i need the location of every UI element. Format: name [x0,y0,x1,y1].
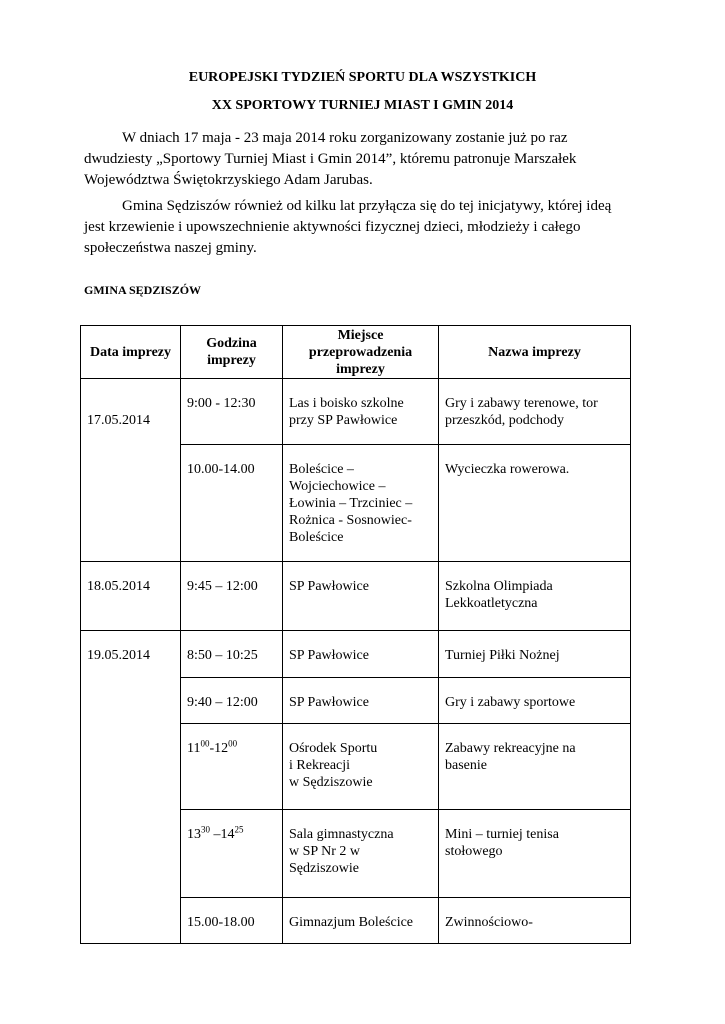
date-cell: 18.05.2014 [81,562,181,631]
time-cell: 9:40 – 12:00 [181,678,283,724]
intro-paragraph-2 [84,196,654,259]
event-name-cell: Gry i zabawy sportowe [439,678,631,724]
paragraph-line: dwudziesty „Sportowy Turniej Miast i Gmin 2014”, któremu patronuje Marszałek [84,151,577,167]
date-value: 17.05.2014 [87,413,150,428]
paragraph-line: Gmina Sędziszów również od kilku lat przyłącza się do tej inicjatywy, której ideą [122,198,612,214]
event-name-cell: Gry i zabawy terenowe, tor przeszkód, podchody [439,379,631,445]
time-hour-end: 14 [220,827,235,842]
header-event-name: Nazwa imprezy [439,326,631,379]
place-cell: Gimnazjum Boleścice [283,898,439,944]
date-cell [81,379,181,562]
time-min-end: 00 [228,738,238,749]
event-name-cell: Mini – turniej tenisa stołowego [439,810,631,898]
section-title: GMINA SĘDZISZÓW [84,283,202,297]
paragraph-line: społeczeństwa naszej gminy. [84,240,257,256]
paragraph-line: W dniach 17 maja - 23 maja 2014 roku zorganizowany zostanie już po raz [122,130,568,146]
place-cell: SP Pawłowice [283,562,439,631]
date-cell: 19.05.2014 [81,631,181,944]
document-title: EUROPEJSKI TYDZIEŃ SPORTU DLA WSZYSTKICH [188,70,537,85]
time-min-start: 30 [201,824,210,835]
time-hour-end: 12 [214,741,229,756]
table-row [81,379,631,445]
event-name-cell: Zabawy rekreacyjne na basenie [439,724,631,810]
place-cell: Sala gimnastyczna w SP Nr 2 w Sędziszowie [283,810,439,898]
events-table [80,325,631,944]
paragraph-line: jest krzewienie i upowszechnienie aktywności fizycznej dzieci, młodzieży i całego [84,219,581,235]
document-subtitle: XX SPORTOWY TURNIEJ MIAST I GMIN 2014 [211,98,514,113]
time-cell [181,810,283,898]
event-name-cell: Szkolna Olimpiada Lekkoatletyczna [439,562,631,631]
event-name-cell: Turniej Piłki Nożnej [439,631,631,678]
table-row [81,631,631,678]
time-separator: - [209,741,215,756]
place-cell: Boleścice – Wojciechowice – Łowinia – Trzciniec – Rożnica - Sosnowiec- Boleścice [283,445,439,562]
table-row [81,562,631,631]
event-name-cell: Wycieczka rowerowa. [439,445,631,562]
header-time: Godzina imprezy [181,326,283,379]
time-cell: 9:45 – 12:00 [181,562,283,631]
header-place: Miejsce przeprowadzenia imprezy [283,326,439,379]
time-cell: 8:50 – 10:25 [181,631,283,678]
place-cell: SP Pawłowice [283,678,439,724]
time-cell: 9:00 - 12:30 [181,379,283,445]
paragraph-line: Województwa Świętokrzyskiego Adam Jarubas. [84,172,373,188]
intro-paragraph-1 [84,128,654,191]
time-separator: – [210,827,221,842]
header-date: Data imprezy [81,326,181,379]
time-cell: 15.00-18.00 [181,898,283,944]
time-cell: 10.00-14.00 [181,445,283,562]
time-hour-start: 13 [187,827,201,842]
time-cell [181,724,283,810]
time-hour-start: 11 [187,741,201,756]
event-name-cell: Zwinnościowo- [439,898,631,944]
place-cell: Ośrodek Sportu i Rekreacji w Sędziszowie [283,724,439,810]
place-cell: SP Pawłowice [283,631,439,678]
place-cell: Las i boisko szkolne przy SP Pawłowice [283,379,439,445]
table-header-row [81,326,631,379]
time-min-start: 00 [200,738,210,749]
time-min-end: 25 [234,824,244,835]
